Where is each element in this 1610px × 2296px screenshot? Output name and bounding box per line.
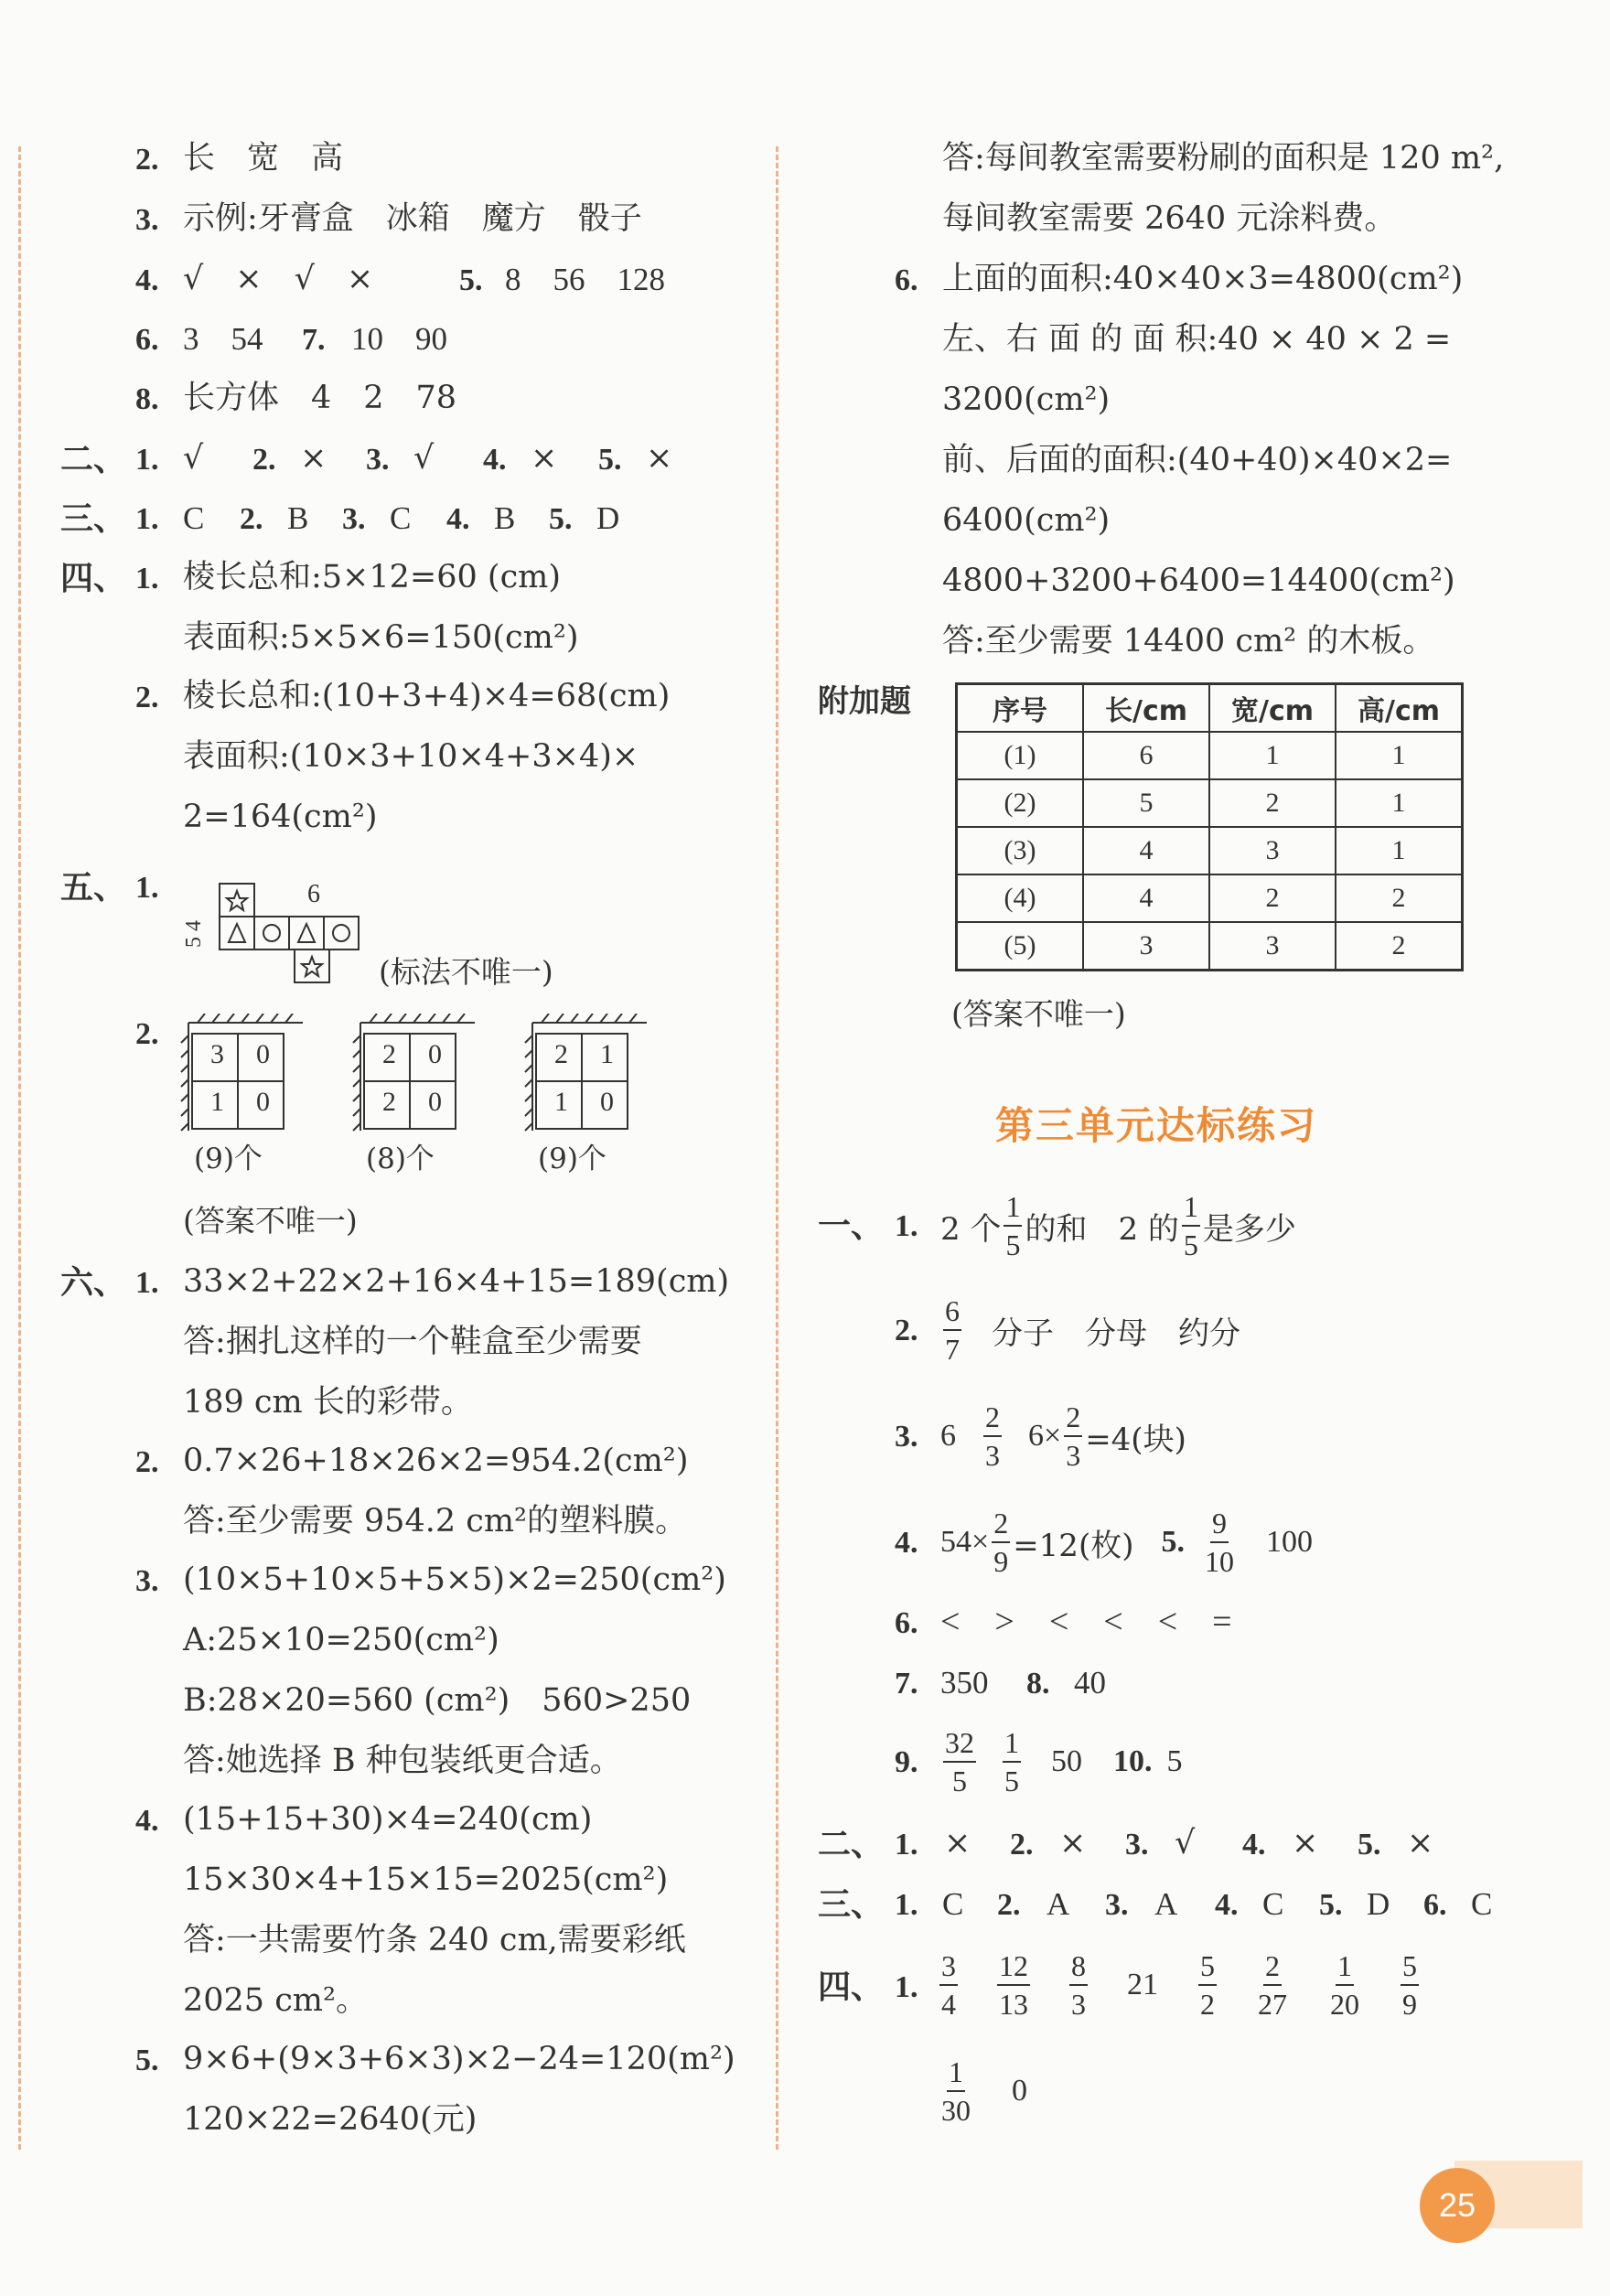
section-label: 三、	[818, 1886, 885, 1923]
q-num: 8.	[135, 382, 159, 416]
section-label: 二、	[818, 1826, 885, 1862]
answer-text: 棱长总和:(10+3+4)×4=68(cm)	[183, 678, 671, 714]
fraction	[1198, 1951, 1217, 2019]
table-cell: (4)	[957, 874, 1084, 922]
table-row	[957, 922, 1463, 971]
q-num: 3.	[366, 443, 390, 477]
q-num: 2.	[997, 1888, 1021, 1922]
answer-text: 10 90	[351, 321, 448, 357]
column-header: 长/cm	[1083, 684, 1209, 733]
q-num: 2.	[1010, 1828, 1034, 1861]
dimensions-table	[955, 682, 1464, 971]
answer-text: ×	[300, 440, 327, 477]
answer-text: √	[413, 440, 435, 477]
q-num: 5.	[1319, 1888, 1343, 1922]
answer-text: B	[494, 500, 516, 536]
table-row	[957, 874, 1463, 922]
numerator: 32	[943, 1728, 976, 1763]
answer-text: C	[390, 500, 412, 536]
grid-cell: 2	[382, 1039, 396, 1069]
table-header-row	[957, 684, 1463, 733]
answer-text: 前、后面的面积:(40+40)×40×2=	[942, 442, 1453, 478]
answer-text: A	[1046, 1886, 1070, 1922]
numerator: 2	[983, 1402, 1002, 1437]
left-margin-divider	[18, 146, 21, 2150]
fraction	[1064, 1402, 1082, 1470]
grid-cell: 0	[428, 1039, 442, 1069]
table-cell: 4	[1083, 827, 1209, 874]
q-num: 4.	[1215, 1888, 1239, 1922]
denominator: 5	[1005, 1228, 1021, 1261]
answer-text: 示例:牙膏盒 冰箱 魔方 骰子	[183, 200, 642, 237]
answer-text: 6400(cm²)	[942, 502, 1111, 539]
q-num: 6.	[895, 263, 918, 297]
q-num: 2.	[252, 443, 276, 477]
answer-text: 表面积:(10×3+10×4+3×4)×	[183, 738, 639, 775]
answer-text: ×	[531, 440, 558, 477]
fraction	[1328, 1951, 1361, 2019]
note: (标法不唯一)	[379, 954, 553, 990]
answer-text: < > < < < =	[940, 1603, 1232, 1641]
q-num: 5.	[135, 2044, 159, 2077]
denominator: 9	[1402, 1988, 1417, 2021]
numerator: 3	[939, 1951, 958, 1986]
q-num: 3.	[1105, 1888, 1129, 1922]
answer-text: A:25×10=250(cm²)	[183, 1622, 499, 1658]
table-cell: 2	[1336, 874, 1463, 922]
fraction	[943, 1296, 961, 1364]
numerator: 12	[997, 1951, 1030, 1986]
answer-text: ×	[1407, 1825, 1434, 1861]
answer-text: 40	[1074, 1665, 1106, 1701]
note: (答案不唯一)	[951, 996, 1126, 1032]
fraction	[1203, 1508, 1236, 1576]
section-label: 一、	[818, 1207, 885, 1244]
answer-text: 8 56 128	[505, 262, 666, 297]
numerator: 1	[1182, 1192, 1200, 1227]
grid-cell: 0	[600, 1087, 614, 1117]
answer-text: 分子 分母 约分	[992, 1314, 1240, 1352]
answer-line	[940, 1189, 1296, 1262]
numerator: 1	[1003, 1728, 1021, 1763]
answer-text: 2=164(cm²)	[183, 799, 378, 835]
answer-text: 189 cm 长的彩带。	[183, 1384, 473, 1421]
grid-cell: 2	[554, 1039, 568, 1069]
answer-text: 21	[1127, 1968, 1158, 2001]
answer-text: √	[1175, 1825, 1196, 1861]
q-num: 1.	[135, 443, 159, 477]
fraction	[939, 1951, 958, 2019]
q-num: 6.	[1423, 1888, 1447, 1922]
numerator: 8	[1069, 1951, 1088, 1986]
q-num: 4.	[135, 263, 159, 297]
answer-text: 答:捆扎这样的一个鞋盒至少需要	[183, 1324, 642, 1360]
table-row	[957, 827, 1463, 874]
section-label: 二、	[60, 441, 127, 477]
denominator: 2	[1200, 1988, 1215, 2021]
q-num: 2.	[240, 502, 263, 536]
answer-line	[937, 1947, 1422, 2023]
q-num: 2.	[135, 681, 159, 714]
numerator: 1	[1336, 1951, 1354, 1986]
q-num: 4.	[446, 502, 470, 536]
q-num: 1.	[135, 502, 159, 536]
answer-line	[940, 1398, 1186, 1475]
answer-text: C	[183, 500, 205, 536]
grid-cell: 0	[256, 1087, 270, 1117]
denominator: 3	[985, 1439, 1000, 1472]
denominator: 5	[1004, 1765, 1019, 1797]
q-num: 7.	[302, 323, 326, 357]
table-cell: 2	[1209, 874, 1336, 922]
q-num: 4.	[1242, 1828, 1266, 1861]
denominator: 5	[952, 1765, 967, 1797]
stacked-cubes-grid	[179, 1014, 307, 1132]
numerator: 2	[1263, 1951, 1282, 1986]
q-num: 5.	[1161, 1525, 1185, 1559]
q-num: 5.	[1358, 1828, 1381, 1861]
answer-text: D	[1367, 1886, 1390, 1922]
answer-text: B:28×20=560 (cm²) 560>250	[183, 1682, 692, 1719]
answer-text: (15+15+30)×4=240(cm)	[183, 1801, 593, 1838]
answer-text: D	[596, 500, 620, 536]
answer-text: 3200(cm²)	[942, 381, 1111, 418]
extra-question-label: 附加题	[818, 683, 911, 720]
fraction	[1004, 1192, 1022, 1260]
answer-text: 3 54	[183, 321, 263, 357]
numerator: 5	[1401, 1951, 1419, 1986]
grid-cell: 1	[554, 1087, 568, 1117]
table-cell: 3	[1209, 827, 1336, 874]
unit-title: 第三单元达标练习	[995, 1103, 1318, 1148]
q-num: 4.	[895, 1526, 918, 1560]
answer-text: (10×5+10×5+5×5)×2=250(cm²)	[183, 1561, 726, 1598]
table-cell: 1	[1336, 732, 1463, 779]
answer-text: 6×	[1028, 1419, 1062, 1453]
answer-text: =12(枚)	[1013, 1527, 1134, 1564]
answer-text: 长 宽 高	[183, 140, 344, 177]
answer-text: C	[1262, 1886, 1284, 1922]
fraction	[1069, 1951, 1088, 2019]
table-cell: (2)	[957, 779, 1084, 827]
q-num: 3.	[135, 203, 159, 237]
answer-text: 棱长总和:5×12=60 (cm)	[183, 559, 562, 595]
table-cell: 1	[1336, 779, 1463, 827]
section-label: 四、	[60, 560, 127, 596]
table-cell: 5	[1083, 779, 1209, 827]
q-num: 6.	[895, 1606, 918, 1640]
answer-text: =4(块)	[1085, 1421, 1186, 1458]
answer-text: 50	[1051, 1744, 1082, 1778]
column-divider	[776, 146, 778, 2150]
grid-cell: 1	[600, 1039, 614, 1069]
table-cell: (5)	[957, 922, 1084, 971]
q-num: 1.	[895, 1209, 918, 1243]
answer-text: 是多少	[1202, 1210, 1296, 1248]
q-num: 6.	[135, 323, 159, 357]
section-label: 五、	[60, 869, 127, 906]
answer-text: 上面的面积:40×40×3=4800(cm²)	[942, 261, 1464, 297]
answer-text: ×	[1292, 1825, 1319, 1861]
numerator: 5	[1198, 1951, 1217, 1986]
q-num: 8.	[1026, 1667, 1050, 1701]
numerator: 6	[943, 1296, 961, 1331]
fraction	[1401, 1951, 1419, 2019]
answer-line	[940, 1723, 1183, 1800]
answer-text: ×	[944, 1825, 971, 1861]
grid-cell: 1	[210, 1087, 224, 1117]
denominator: 5	[1183, 1228, 1198, 1261]
answer-text: 15×30×4+15×15=2025(cm²)	[183, 1861, 669, 1898]
numerator: 2	[992, 1508, 1010, 1543]
answer-line	[940, 1504, 1313, 1581]
denominator: 13	[999, 1988, 1028, 2021]
q-num: 4.	[135, 1804, 159, 1838]
answer-text: 表面积:5×5×6=150(cm²)	[183, 619, 579, 656]
q-num: 3.	[135, 1564, 159, 1598]
table-row	[957, 779, 1463, 827]
page-number: 25	[1420, 2168, 1495, 2243]
fraction	[939, 2057, 972, 2125]
answer-text: ×	[646, 440, 673, 477]
answer-text: 350	[940, 1665, 989, 1701]
answer-text: 4800+3200+6400=14400(cm²)	[942, 563, 1455, 599]
q-num: 2.	[135, 1445, 159, 1479]
table-cell: 2	[1336, 922, 1463, 971]
section-label: 三、	[60, 500, 127, 537]
stacked-cubes-grid	[351, 1014, 479, 1132]
table-cell: 6	[1083, 732, 1209, 779]
q-num: 4.	[483, 443, 507, 477]
fraction	[1256, 1951, 1289, 2019]
answer-text: 0	[1012, 2074, 1027, 2108]
column-header: 宽/cm	[1209, 684, 1336, 733]
column-header: 高/cm	[1336, 684, 1463, 733]
table-cell: 4	[1083, 874, 1209, 922]
q-num: 2.	[135, 143, 159, 177]
numerator: 9	[1210, 1508, 1229, 1543]
numerator: 1	[947, 2057, 965, 2092]
net-dimension: 5 4	[182, 920, 206, 948]
table-cell: 1	[1336, 827, 1463, 874]
fraction	[997, 1951, 1030, 2019]
cube-net-diagram	[179, 876, 381, 986]
section-label: 六、	[60, 1264, 127, 1301]
table-row	[957, 732, 1463, 779]
answer-text: 长方体 4 2 78	[183, 380, 457, 416]
answer-text: A	[1154, 1886, 1178, 1922]
answer-text: 答:她选择 B 种包装纸更合适。	[183, 1743, 622, 1779]
numerator: 1	[1004, 1192, 1022, 1227]
answer-text: 5	[1166, 1744, 1183, 1778]
answer-text: √ × √ ×	[183, 261, 374, 297]
grid-cell: 0	[428, 1087, 442, 1117]
answer-text: 答:每间教室需要粉刷的面积是 120 m²,	[942, 140, 1505, 177]
denominator: 9	[993, 1545, 1009, 1578]
answer-text: √	[183, 440, 204, 477]
q-num: 3.	[1125, 1828, 1149, 1861]
denominator: 27	[1258, 1988, 1287, 2021]
denominator: 4	[941, 1988, 956, 2021]
net-dimension: 6	[307, 880, 320, 908]
q-num: 10.	[1113, 1744, 1153, 1778]
answer-line	[940, 1292, 1240, 1368]
answer-text: 答:至少需要 14400 cm² 的木板。	[942, 623, 1435, 660]
answer-text: 54×	[940, 1525, 990, 1559]
q-num: 1.	[135, 1266, 159, 1300]
denominator: 3	[1071, 1988, 1086, 2021]
section-label: 四、	[818, 1969, 885, 2005]
fraction	[1003, 1728, 1021, 1796]
grid-caption: (8)个	[366, 1143, 435, 1175]
q-num: 3.	[342, 502, 366, 536]
q-num: 7.	[895, 1667, 918, 1701]
answer-text: B	[287, 500, 309, 536]
answer-text: 100	[1265, 1525, 1313, 1559]
table-cell: 3	[1209, 922, 1336, 971]
answer-text: 2025 cm²。	[183, 1982, 369, 2019]
q-num: 1.	[895, 1828, 918, 1861]
q-num: 1.	[135, 562, 159, 595]
grid-cell: 3	[210, 1039, 224, 1069]
answer-text: C	[942, 1886, 964, 1922]
answer-text: ×	[1059, 1825, 1087, 1861]
q-num: 5.	[459, 263, 483, 297]
grid-cell: 0	[256, 1039, 270, 1069]
answer-text: 每间教室需要 2640 元涂料费。	[942, 200, 1397, 237]
q-num: 1.	[895, 1888, 918, 1922]
denominator: 3	[1066, 1439, 1081, 1472]
grid-caption: (9)个	[538, 1143, 606, 1175]
answer-text: 33×2+22×2+16×4+15=189(cm)	[183, 1263, 730, 1300]
denominator: 7	[945, 1333, 960, 1366]
fraction	[983, 1402, 1002, 1470]
q-num: 3.	[895, 1420, 918, 1454]
q-num: 5.	[549, 502, 573, 536]
answer-text: 0.7×26+18×26×2=954.2(cm²)	[183, 1443, 689, 1479]
table-cell: 2	[1209, 779, 1336, 827]
answer-line	[937, 2053, 1027, 2130]
fraction	[1182, 1192, 1200, 1260]
table-cell: (1)	[957, 732, 1084, 779]
answer-text: 9×6+(9×3+6×3)×2−24=120(m²)	[183, 2041, 735, 2077]
answer-text: 答:一共需要竹条 240 cm,需要彩纸	[183, 1922, 686, 1958]
q-num: 1.	[895, 1970, 918, 2004]
answer-text: 的和 2 的	[1025, 1210, 1179, 1248]
answer-text: 2 个	[940, 1210, 1002, 1248]
q-num: 2.	[895, 1314, 918, 1347]
numerator: 2	[1064, 1402, 1082, 1437]
table-cell: 3	[1083, 922, 1209, 971]
answer-text: 120×22=2640(元)	[183, 2101, 478, 2138]
column-header: 序号	[957, 684, 1084, 733]
q-num: 5.	[598, 443, 622, 477]
q-num: 1.	[135, 871, 159, 905]
fraction	[943, 1728, 976, 1796]
answer-text: 左、右 面 的 面 积:40 × 40 × 2 =	[942, 321, 1452, 358]
q-num: 9.	[895, 1745, 918, 1779]
answer-text: C	[1471, 1886, 1493, 1922]
denominator: 30	[941, 2094, 971, 2127]
answer-text: 6	[940, 1419, 956, 1453]
note: (答案不唯一)	[183, 1203, 358, 1239]
stacked-cubes-grid	[523, 1014, 651, 1132]
denominator: 10	[1204, 1545, 1234, 1578]
fraction	[992, 1508, 1010, 1576]
q-num: 2.	[135, 1017, 159, 1051]
table-cell: (3)	[957, 827, 1084, 874]
grid-cell: 2	[382, 1087, 396, 1117]
grid-caption: (9)个	[194, 1143, 263, 1175]
answer-text: 答:至少需要 954.2 cm²的塑料膜。	[183, 1503, 688, 1540]
table-cell: 1	[1209, 732, 1336, 779]
denominator: 20	[1330, 1988, 1359, 2021]
